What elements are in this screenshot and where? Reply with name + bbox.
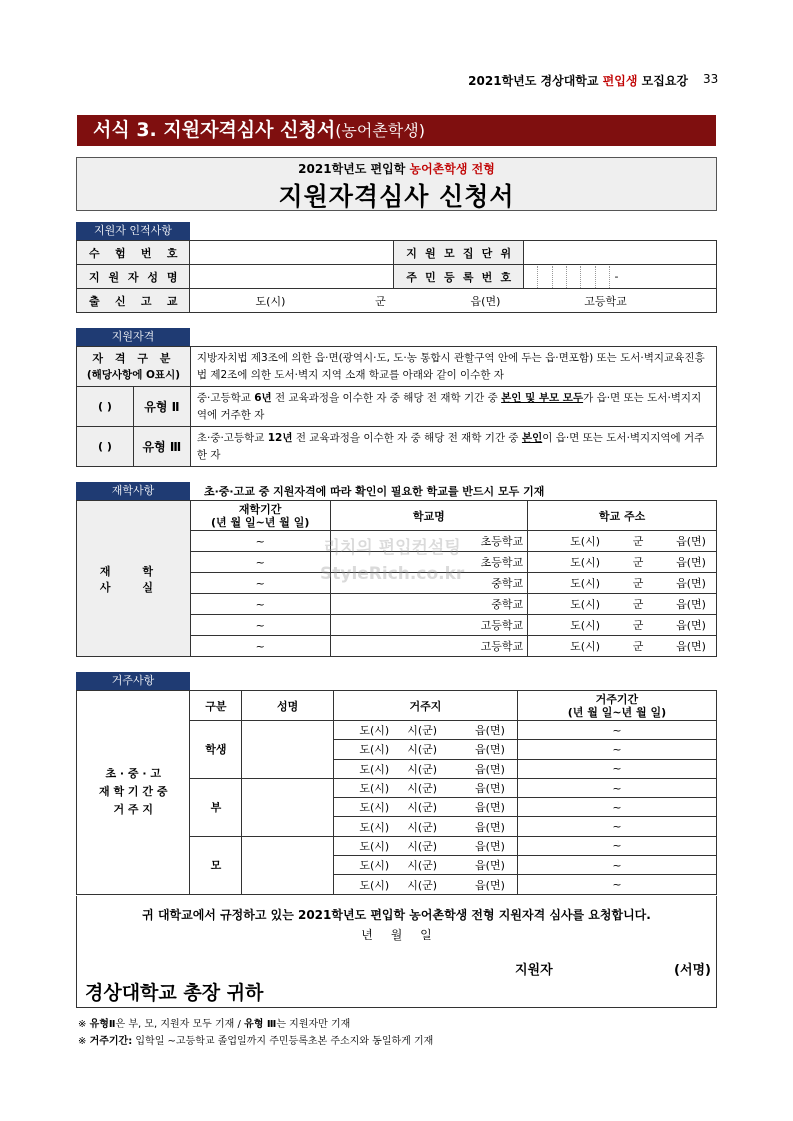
note1-b: 유형Ⅱ — [89, 1019, 116, 1030]
type2-b: 6년 — [254, 391, 272, 404]
school-section-note: 초·중·고교 중 지원자격에 따라 확인이 필요한 학교를 반드시 모두 기재 — [204, 485, 545, 498]
residence-row-label-2: 재 학 기 간 중 — [99, 785, 168, 799]
school-addr-eup: 읍(면) — [676, 577, 706, 590]
res-group-label: 학생 — [190, 721, 242, 779]
unit-label: 지 원 모 집 단 위 — [394, 241, 524, 265]
header-prefix: 2021학년도 경상대학교 — [468, 74, 603, 88]
school-addr-eup: 읍(면) — [676, 619, 706, 632]
school-addr-eup: 읍(면) — [676, 556, 706, 569]
school-addr-gun: 군 — [632, 640, 644, 653]
school-addr[interactable] — [528, 552, 717, 573]
res-name-header: 성명 — [242, 691, 334, 721]
res-do: 도(시) — [333, 856, 393, 875]
residence-row-label-3: 거 주 지 — [113, 803, 154, 817]
res-name-field[interactable] — [242, 836, 334, 894]
school-name[interactable]: 중학교 — [330, 594, 528, 615]
rrn-field[interactable] — [524, 265, 717, 289]
school-addr-eup: 읍(면) — [676, 640, 706, 653]
res-name-field[interactable] — [242, 778, 334, 836]
res-eup: 읍(면) — [451, 798, 509, 817]
res-period[interactable]: ~ — [517, 836, 716, 855]
res-eup: 읍(면) — [451, 875, 509, 894]
type2-check[interactable]: ( ) — [77, 387, 134, 427]
form-title-bar — [77, 115, 716, 146]
type3-d: 본인 — [521, 431, 543, 444]
res-si: 시(군) — [393, 817, 451, 836]
school-period-header-2: (년 월 일~년 월 일) — [211, 515, 310, 529]
school-addr-gun: 군 — [632, 577, 644, 590]
note1-e: 는 지원자만 기재 — [276, 1019, 351, 1030]
res-period[interactable]: ~ — [517, 721, 716, 740]
header-suffix: 모집요강 — [637, 74, 688, 88]
res-do: 도(시) — [333, 740, 393, 759]
request-date: 년 월 일 — [361, 928, 432, 942]
res-si: 시(군) — [393, 778, 451, 797]
school-row-label: 재 학 사 실 — [77, 501, 191, 657]
res-eup: 읍(면) — [451, 759, 509, 778]
note-1 — [78, 1015, 350, 1030]
school-addr-do: 도(시) — [570, 556, 600, 569]
school-section-tab: 재학사항 — [76, 482, 190, 500]
form-banner — [76, 157, 717, 211]
res-period[interactable]: ~ — [517, 856, 716, 875]
school-addr[interactable] — [528, 531, 717, 552]
banner-track: 농어촌학생 전형 — [409, 162, 495, 176]
res-period[interactable]: ~ — [517, 875, 716, 894]
note2-a: ※ — [78, 1036, 90, 1047]
form-title: 서식 3. 지원자격심사 신청서 — [93, 119, 336, 141]
type2-label: 유형 Ⅱ — [133, 387, 190, 427]
school-period[interactable]: ~ — [190, 531, 330, 552]
school-addr-gun: 군 — [632, 598, 644, 611]
res-period[interactable]: ~ — [517, 740, 716, 759]
residence-table — [76, 690, 717, 895]
watermark-line2: StyleRich.co.kr — [320, 564, 465, 584]
category-label-1: 자 격 구 분 — [92, 351, 175, 365]
res-period[interactable]: ~ — [517, 778, 716, 797]
school-gun: 군 — [375, 294, 386, 308]
res-period-header-2: (년 월 일~년 월 일) — [567, 705, 667, 719]
banner-line1 — [77, 160, 716, 177]
school-high: 고등학교 — [584, 294, 627, 308]
res-period-header — [517, 691, 716, 721]
residence-section-tab: 거주사항 — [76, 672, 190, 690]
school-period-header-1: 재학기간 — [238, 502, 282, 516]
res-group-label: 부 — [190, 778, 242, 836]
school-period[interactable]: ~ — [190, 594, 330, 615]
banner-title: 지원자격심사 신청서 — [278, 182, 515, 211]
request-line: 귀 대학교에서 규정하고 있는 2021학년도 편입학 농어촌학생 전형 지원자격 심사를 요청합니다. — [142, 908, 651, 922]
res-si: 시(군) — [393, 740, 451, 759]
rrn-dash: - — [614, 269, 619, 283]
type3-a: 초·중·고등학교 — [196, 431, 268, 444]
res-eup: 읍(면) — [451, 856, 509, 875]
request-applicant: 지원자 — [515, 963, 553, 978]
category-label-2: (해당사항에 O표시) — [86, 368, 181, 381]
note1-d: 유형 Ⅲ — [244, 1019, 277, 1030]
type2-d: 본인 및 부모 모두 — [501, 391, 584, 404]
exam-no-label: 수 험 번 호 — [77, 241, 190, 265]
res-eup: 읍(면) — [451, 721, 509, 740]
type3-b: 12년 — [267, 431, 293, 444]
res-div-header: 구분 — [190, 691, 242, 721]
res-period[interactable]: ~ — [517, 798, 716, 817]
res-do: 도(시) — [333, 721, 393, 740]
rrn-boxes — [524, 266, 716, 288]
school-period-header — [190, 501, 330, 531]
school-addr[interactable] — [528, 573, 717, 594]
school-field[interactable] — [190, 289, 717, 313]
note2-b: 거주기간: — [89, 1036, 133, 1047]
watermark — [320, 535, 464, 587]
school-addr-do: 도(시) — [570, 577, 600, 590]
school-addr[interactable] — [528, 636, 717, 657]
school-addr-do: 도(시) — [570, 598, 600, 611]
school-addr-eup: 읍(면) — [676, 535, 706, 548]
res-do: 도(시) — [333, 817, 393, 836]
school-name[interactable]: 고등학교 — [330, 636, 528, 657]
res-si: 시(군) — [393, 856, 451, 875]
exam-no-field[interactable] — [190, 241, 394, 265]
type3-label: 유형 Ⅲ — [133, 427, 190, 467]
school-addr-eup: 읍(면) — [676, 598, 706, 611]
type3-check[interactable]: ( ) — [77, 427, 134, 467]
page-number: 33 — [703, 72, 719, 86]
type3-desc — [190, 427, 716, 467]
res-period-header-1: 거주기간 — [595, 692, 639, 706]
type2-e: 가 읍·면 또는 도서·벽지지역에 거주한 자 — [196, 391, 702, 421]
school-name[interactable]: 고등학교 — [330, 615, 528, 636]
request-addressee: 경상대학교 총장 귀하 — [85, 982, 264, 1004]
res-si: 시(군) — [393, 836, 451, 855]
res-name-field[interactable] — [242, 721, 334, 779]
school-addr-gun: 군 — [632, 619, 644, 632]
applicant-table — [76, 240, 717, 313]
note2-c: 입학일 ~고등학교 졸업일까지 주민등록초본 주소지와 동일하게 기재 — [132, 1036, 434, 1047]
school-label: 출 신 고 교 — [77, 289, 190, 313]
rrn-label: 주 민 등 록 번 호 — [394, 265, 524, 289]
res-eup: 읍(면) — [451, 778, 509, 797]
category-label — [77, 347, 191, 387]
res-eup: 읍(면) — [451, 740, 509, 759]
school-name[interactable]: 중학교 — [330, 573, 528, 594]
request-sign[interactable]: (서명) — [674, 963, 711, 978]
res-period[interactable]: ~ — [517, 759, 716, 778]
res-period[interactable]: ~ — [517, 817, 716, 836]
qualification-section-tab: 지원자격 — [76, 328, 190, 346]
school-do: 도(시) — [255, 294, 286, 308]
school-name[interactable]: 초등학교 — [330, 552, 528, 573]
note1-a: ※ — [78, 1019, 90, 1030]
res-do: 도(시) — [333, 759, 393, 778]
school-addr-gun: 군 — [632, 556, 644, 569]
type3-e: 이 읍·면 또는 도서·벽지지역에 거주한 자 — [196, 431, 705, 461]
school-addr-do: 도(시) — [570, 640, 600, 653]
category-desc: 지방자치법 제3조에 의한 읍·면(광역시·도, 도·농 통합시 관할구역 안에 두는 읍·면포함) 또는 도서·벽지교육진흥법 제2조에 의한 도서·벽지 지역 소재 학교를 아래와 같이 이수한 자 — [190, 347, 716, 387]
school-period[interactable]: ~ — [190, 552, 330, 573]
school-eup: 읍(면) — [470, 294, 501, 308]
residence-row-label-1: 초 · 중 · 고 — [105, 767, 162, 781]
note1-c: 은 부, 모, 지원자 모두 기재 / — [115, 1019, 245, 1030]
res-eup: 읍(면) — [451, 836, 509, 855]
header-highlight: 편입생 — [602, 74, 638, 88]
type3-c: 전 교육과정을 이수한 자 중 해당 전 재학 기간 중 — [292, 431, 522, 444]
res-do: 도(시) — [333, 836, 393, 855]
unit-field[interactable] — [524, 241, 717, 265]
res-eup: 읍(면) — [451, 817, 509, 836]
type2-desc — [190, 387, 716, 427]
res-si: 시(군) — [393, 798, 451, 817]
school-period[interactable]: ~ — [190, 636, 330, 657]
school-name[interactable]: 초등학교 — [330, 531, 528, 552]
qualification-table — [76, 346, 717, 467]
watermark-line1: 리치의 편입컨설팅 — [323, 538, 461, 558]
school-addr[interactable] — [528, 594, 717, 615]
res-do: 도(시) — [333, 798, 393, 817]
res-addr-header: 거주지 — [333, 691, 517, 721]
name-field[interactable] — [190, 265, 394, 289]
note-2 — [78, 1032, 433, 1047]
school-addr-do: 도(시) — [570, 535, 600, 548]
name-label: 지 원 자 성 명 — [77, 265, 190, 289]
residence-row-label — [77, 691, 190, 895]
banner-year: 2021학년도 편입학 — [298, 162, 410, 176]
type2-c: 전 교육과정을 이수한 자 중 해당 전 재학 기간 중 — [271, 391, 502, 404]
school-period[interactable]: ~ — [190, 573, 330, 594]
school-addr-header: 학교 주소 — [528, 501, 717, 531]
res-si: 시(군) — [393, 721, 451, 740]
school-addr-gun: 군 — [632, 535, 644, 548]
res-do: 도(시) — [333, 875, 393, 894]
school-name-header: 학교명 — [330, 501, 528, 531]
res-group-label: 모 — [190, 836, 242, 894]
res-si: 시(군) — [393, 759, 451, 778]
applicant-section-tab: 지원자 인적사항 — [76, 222, 190, 240]
school-period[interactable]: ~ — [190, 615, 330, 636]
school-addr-do: 도(시) — [570, 619, 600, 632]
page-header — [468, 72, 688, 89]
school-addr[interactable] — [528, 615, 717, 636]
form-title-sub: (농어촌학생) — [335, 121, 425, 140]
type2-a: 중·고등학교 — [196, 391, 255, 404]
res-si: 시(군) — [393, 875, 451, 894]
res-do: 도(시) — [333, 778, 393, 797]
request-box — [76, 896, 717, 1008]
